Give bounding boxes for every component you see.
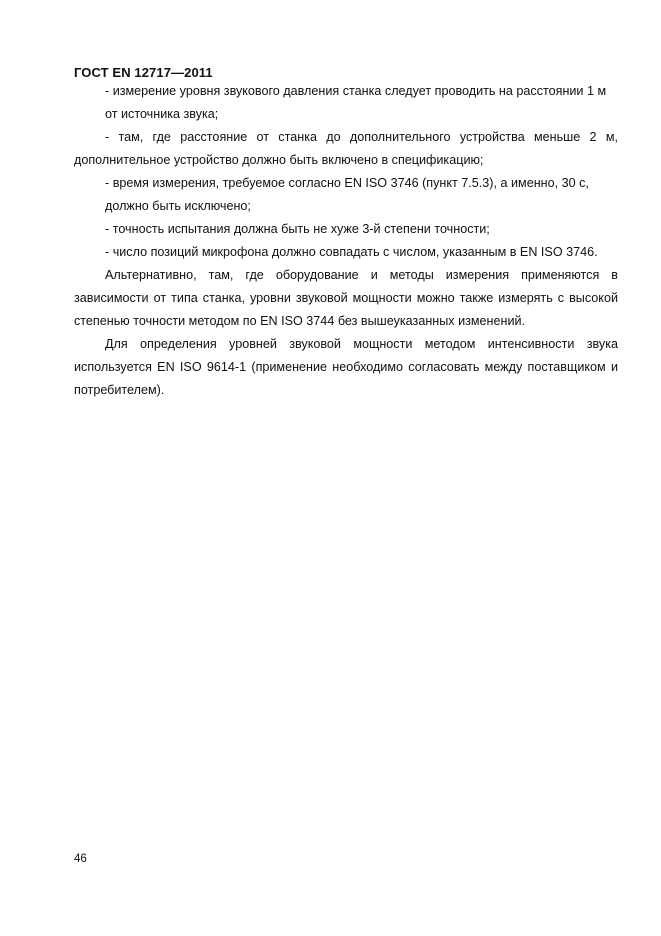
document-code-header: ГОСТ EN 12717—2011 — [74, 65, 213, 80]
list-item-test-accuracy: - точность испытания должна быть не хуже 3-й степени точности; — [105, 222, 490, 236]
paragraph-intensity-method: Для определения уровней звуковой мощности методом интенсивности звука используется EN ISO 9614-1 (применение необходимо согласовать между поставщиком и потребителем). — [74, 337, 618, 397]
page-number: 46 — [74, 853, 87, 865]
list-item-measurement-time: - время измерения, требуемое согласно EN ISO 3746 (пункт 7.5.3), а именно, 30 с, должно быть исключено; — [105, 176, 589, 213]
paragraph-alternative-method: Альтернативно, там, где оборудование и методы измерения применяются в зависимости от типа станка, уровни звуковой мощности можно также измерять с высокой степенью точности методом по EN ISO 3744 без вышеуказанных изменений. — [74, 268, 618, 328]
list-item-microphone-positions: - число позиций микрофона должно совпадать с числом, указанным в EN ISO 3746. — [105, 245, 598, 259]
document-body — [74, 80, 618, 402]
list-item-additional-device: - там, где расстояние от станка до дополнительного устройства меньше 2 м, дополнительное устройство должно быть включено в спецификацию; — [74, 130, 618, 167]
list-item-measurement-distance: - измерение уровня звукового давления станка следует проводить на расстоянии 1 м от источника звука; — [105, 84, 607, 121]
